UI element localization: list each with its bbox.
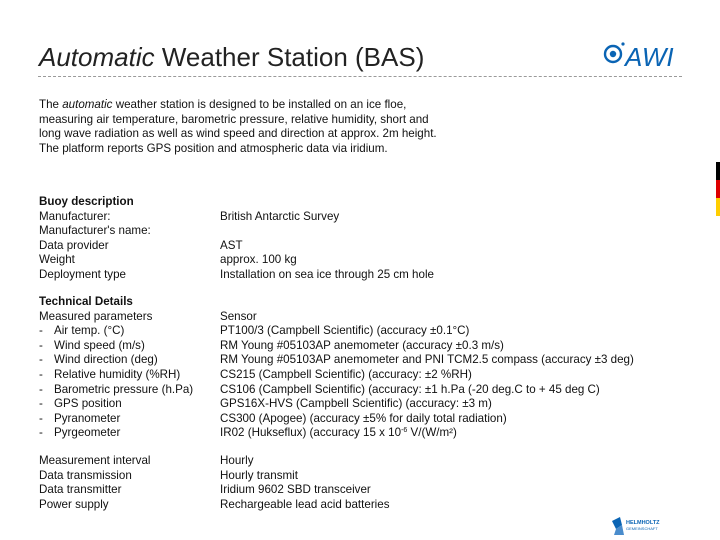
parameter-row — [39, 426, 634, 441]
buoy-label: Manufacturer's name: — [39, 224, 151, 238]
buoy-description-section — [39, 195, 434, 283]
operations-value: Iridium 9602 SBD transceiver — [220, 483, 371, 497]
parameter-label: Wind direction (deg) — [54, 353, 158, 367]
buoy-label: Manufacturer: — [39, 209, 111, 223]
page-title: Automatic Weather Station (BAS) — [39, 42, 425, 72]
bullet-dash: - — [39, 353, 43, 367]
parameter-row — [39, 339, 634, 354]
buoy-label: Deployment type — [39, 267, 126, 281]
svg-text:AWI: AWI — [625, 42, 674, 70]
buoy-heading: Buoy description — [39, 195, 134, 208]
operations-label: Data transmission — [39, 468, 132, 482]
buoy-row — [39, 224, 434, 239]
parameter-row — [39, 383, 634, 398]
buoy-label: Weight — [39, 253, 75, 267]
parameter-label: Pyranometer — [54, 411, 121, 425]
operations-value: Hourly — [220, 454, 254, 467]
operations-label: Power supply — [39, 497, 109, 511]
sensor-value: CS215 (Campbell Scientific) (accuracy: ±2 %RH) — [220, 367, 472, 381]
buoy-value: approx. 100 kg — [220, 253, 297, 267]
sensor-value: RM Young #05103AP anemometer (accuracy ±0.3 m/s) — [220, 338, 504, 352]
bullet-dash: - — [39, 324, 43, 338]
operations-label: Data transmitter — [39, 483, 122, 497]
buoy-value: British Antarctic Survey — [220, 209, 340, 223]
parameter-row — [39, 324, 634, 339]
svg-text:HELMHOLTZ: HELMHOLTZ — [626, 520, 660, 526]
bullet-dash: - — [39, 338, 43, 352]
sensor-value: CS106 (Campbell Scientific) (accuracy: ±1 h.Pa (-20 deg.C to + 45 deg C) — [220, 382, 600, 396]
sensor-label: Sensor — [220, 309, 257, 323]
parameter-row — [39, 353, 634, 368]
parameter-row — [39, 368, 634, 383]
buoy-row — [39, 210, 434, 225]
buoy-row — [39, 253, 434, 268]
bullet-dash: - — [39, 426, 43, 440]
sensor-value: RM Young #05103AP anemometer and PNI TCM2.5 compass (accuracy ±3 deg) — [220, 353, 634, 367]
technical-heading: Technical Details — [39, 295, 133, 308]
title-divider — [38, 76, 682, 77]
bullet-dash: - — [39, 367, 43, 381]
measured-parameters-label: Measured parameters — [39, 309, 153, 323]
flag-black-stripe — [716, 162, 720, 180]
buoy-row — [39, 268, 434, 283]
operations-value: Hourly transmit — [220, 468, 298, 482]
bullet-dash: - — [39, 397, 43, 411]
sensor-value: CS300 (Apogee) (accuracy ±5% for daily total radiation) — [220, 411, 507, 425]
buoy-label: Data provider — [39, 238, 109, 252]
technical-header-row — [39, 310, 634, 325]
operations-row — [39, 454, 390, 469]
sensor-value: GPS16X-HVS (Campbell Scientific) (accuracy: ±3 m) — [220, 397, 492, 411]
parameter-label: Relative humidity (%RH) — [54, 367, 181, 381]
buoy-value: Installation on sea ice through 25 cm hole — [220, 267, 434, 281]
parameter-row — [39, 412, 634, 427]
technical-details-section — [39, 295, 634, 441]
svg-text:GEMEINSCHAFT: GEMEINSCHAFT — [626, 526, 658, 531]
sensor-value: IR02 (Hukseflux) (accuracy 15 x $10^{-6}$ V/(W/m²) — [220, 426, 457, 440]
flag-gold-stripe — [716, 198, 720, 216]
buoy-row — [39, 239, 434, 254]
buoy-value: AST — [220, 238, 243, 252]
bullet-dash: - — [39, 382, 43, 396]
parameter-label: Pyrgeometer — [54, 426, 121, 440]
flag-red-stripe — [716, 180, 720, 198]
awi-logo-icon — [603, 38, 683, 70]
parameter-label: Air temp. (°C) — [54, 324, 125, 338]
intro-paragraph: The automatic weather station is designed to be installed on an ice floe, measuring air temperature, barometric pressure, relative humidity, short and long wave radiation as well as wind speed and direction at approx. 2m height. The platform reports GPS position and atmospheric data via iridium. — [39, 98, 437, 155]
parameter-label: GPS position — [54, 397, 122, 411]
operations-row — [39, 498, 390, 513]
parameter-label: Barometric pressure (h.Pa) — [54, 382, 194, 396]
helmholtz-logo-icon — [610, 515, 690, 539]
sensor-value: PT100/3 (Campbell Scientific) (accuracy ±0.1°C) — [220, 324, 470, 338]
technical-heading-row — [39, 295, 634, 310]
parameter-label: Wind speed (m/s) — [54, 338, 145, 352]
operations-section — [39, 454, 390, 512]
buoy-heading-row — [39, 195, 434, 210]
operations-row — [39, 469, 390, 484]
parameter-row — [39, 397, 634, 412]
bullet-dash: - — [39, 411, 43, 425]
operations-row — [39, 483, 390, 498]
operations-label: Measurement interval — [39, 454, 151, 467]
operations-value: Rechargeable lead acid batteries — [220, 497, 390, 511]
